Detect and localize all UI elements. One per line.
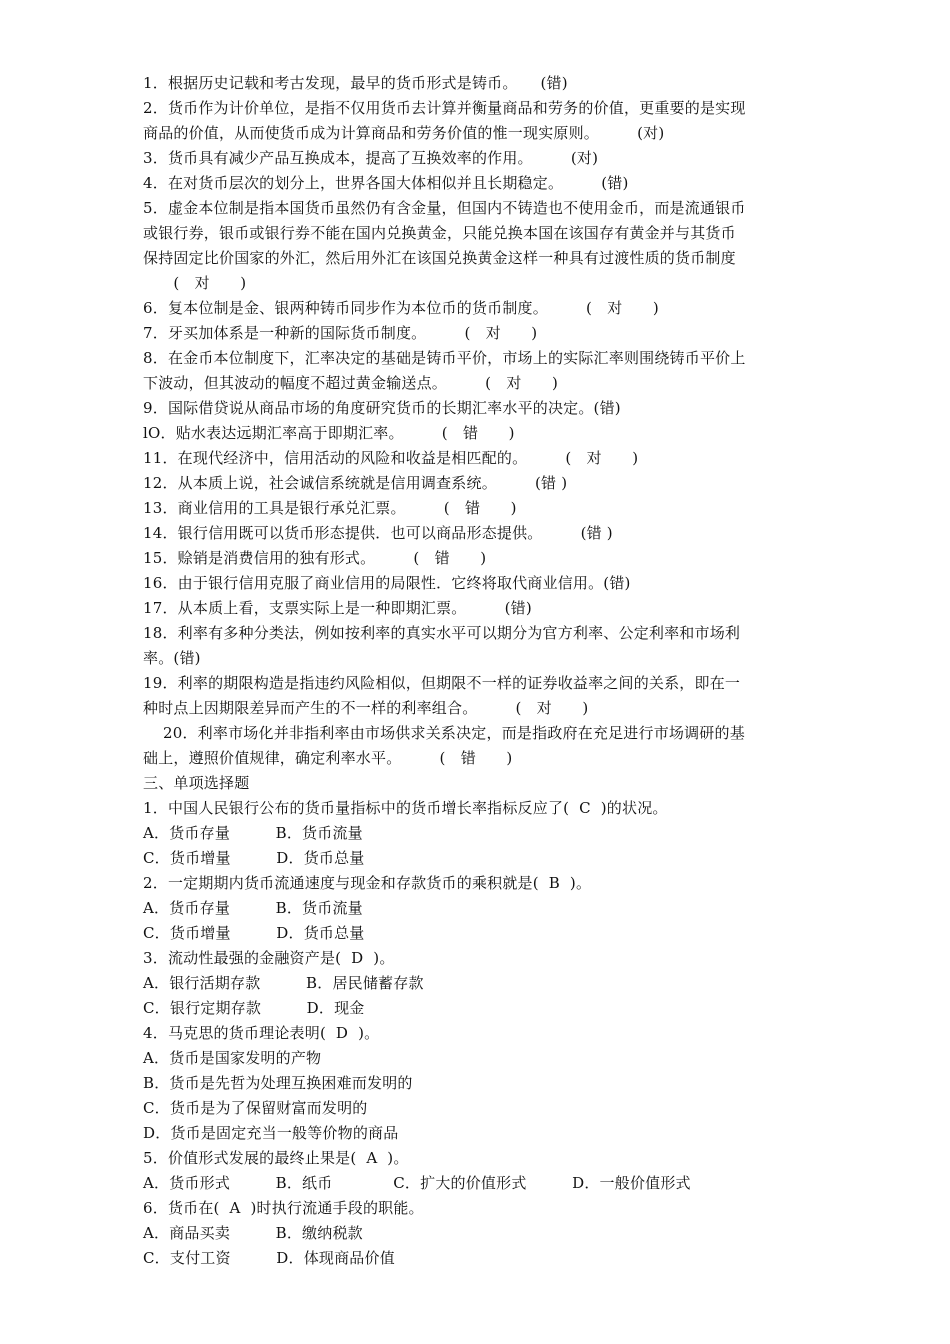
text-line: 4．马克思的货币理论表明( D )。 [143, 1024, 380, 1042]
text-line: A．货币存量 B．货币流量 [143, 899, 363, 917]
text-line: C．支付工资 D．体现商品价值 [143, 1249, 395, 1267]
text-line: lO．贴水表达远期汇率高于即期汇率。 ( 错 ) [143, 424, 515, 442]
text-line: 下波动，但其波动的幅度不超过黄金输送点。 ( 对 ) [143, 374, 559, 392]
text-line: 11．在现代经济中，信用活动的风险和收益是相匹配的。 ( 对 ) [143, 449, 639, 467]
text-line: 4．在对货币层次的划分上，世界各国大体相似并且长期稳定。 (错) [143, 174, 629, 192]
text-line: 2．货币作为计价单位，是指不仅用货币去计算并衡量商品和劳务的价值，更重要的是实现 [143, 99, 746, 117]
text-line: B．货币是先哲为处理互换困难而发明的 [143, 1074, 413, 1092]
text-line: 16．由于银行信用克服了商业信用的局限性．它终将取代商业信用。(错) [143, 574, 631, 592]
text-line: 率。(错) [143, 649, 201, 667]
text-line: C．货币增量 D．货币总量 [143, 924, 365, 942]
text-line: 商品的价值，从而使货币成为计算商品和劳务价值的惟一现实原则。 (对) [143, 124, 665, 142]
text-line: C．银行定期存款 D．现金 [143, 999, 365, 1017]
text-line: 或银行券，银币或银行券不能在国内兑换黄金，只能兑换本国在该国存有黄金并与其货币 [143, 224, 736, 242]
text-line: 础上，遵照价值规律，确定利率水平。 ( 错 ) [143, 749, 513, 767]
text-line: A．货币存量 B．货币流量 [143, 824, 363, 842]
text-line: 3．流动性最强的金融资产是( D )。 [143, 949, 395, 967]
text-line: 20．利率市场化并非指利率由市场供求关系决定，而是指政府在充足进行市场调研的基 [163, 724, 745, 742]
text-line: ( 对 ) [143, 274, 247, 292]
text-line: A．银行活期存款 B．居民储蓄存款 [143, 974, 424, 992]
text-line: 1．根据历史记载和考古发现，最早的货币形式是铸币。 (错) [143, 74, 568, 92]
text-line: 三、单项选择题 [143, 774, 250, 792]
text-line: 8．在金币本位制度下，汇率决定的基础是铸币平价，市场上的实际汇率则围绕铸币平价上 [143, 349, 746, 367]
text-line: 14．银行信用既可以货币形态提供．也可以商品形态提供。 (错 ) [143, 524, 613, 542]
text-line: C．货币增量 D．货币总量 [143, 849, 365, 867]
text-line: 7．牙买加体系是一种新的国际货币制度。 ( 对 ) [143, 324, 538, 342]
text-line: 6．货币在( A )时执行流通手段的职能。 [143, 1199, 424, 1217]
text-line: D．货币是固定充当一般等价物的商品 [143, 1124, 399, 1142]
text-line: 3．货币具有减少产品互换成本，提高了互换效率的作用。 (对) [143, 149, 599, 167]
text-line: 6．复本位制是金、银两种铸币同步作为本位币的货币制度。 ( 对 ) [143, 299, 659, 317]
text-line: 5．价值形式发展的最终止果是( A )。 [143, 1149, 409, 1167]
text-line: 19．利率的期限构造是指违约风险相似，但期限不一样的证券收益率之间的关系，即在一 [143, 674, 741, 692]
text-line: C．货币是为了保留财富而发明的 [143, 1099, 368, 1117]
text-line: 2．一定期期内货币流通速度与现金和存款货币的乘积就是( B )。 [143, 874, 592, 892]
text-line: 种时点上因期限差异而产生的不一样的利率组合。 ( 对 ) [143, 699, 589, 717]
text-line: A．商品买卖 B．缴纳税款 [143, 1224, 363, 1242]
text-line: 9．国际借贷说从商品市场的角度研究货币的长期汇率水平的决定。(错) [143, 399, 621, 417]
text-line: 1．中国人民银行公布的货币量指标中的货币增长率指标反应了( C )的状况。 [143, 799, 668, 817]
text-line: 5．虚金本位制是指本国货币虽然仍有含金量，但国内不铸造也不使用金币，而是流通银币 [143, 199, 746, 217]
text-line: 17．从本质上看，支票实际上是一种即期汇票。 (错) [143, 599, 532, 617]
text-line: 12．从本质上说，社会诚信系统就是信用调查系统。 (错 ) [143, 474, 568, 492]
text-line: A．货币形式 B．纸币 C．扩大的价值形式 D．一般价值形式 [143, 1174, 691, 1192]
text-line: 13．商业信用的工具是银行承兑汇票。 ( 错 ) [143, 499, 517, 517]
text-line: 15．赊销是消费信用的独有形式。 ( 错 ) [143, 549, 487, 567]
document-page [143, 71, 807, 1271]
text-line: 保持固定比价国家的外汇，然后用外汇在该国兑换黄金这样一种具有过渡性质的货币制度 [143, 249, 736, 267]
text-line: A．货币是国家发明的产物 [143, 1049, 322, 1067]
text-line: 18．利率有多种分类法，例如按利率的真实水平可以期分为官方利率、公定利率和市场利 [143, 624, 741, 642]
